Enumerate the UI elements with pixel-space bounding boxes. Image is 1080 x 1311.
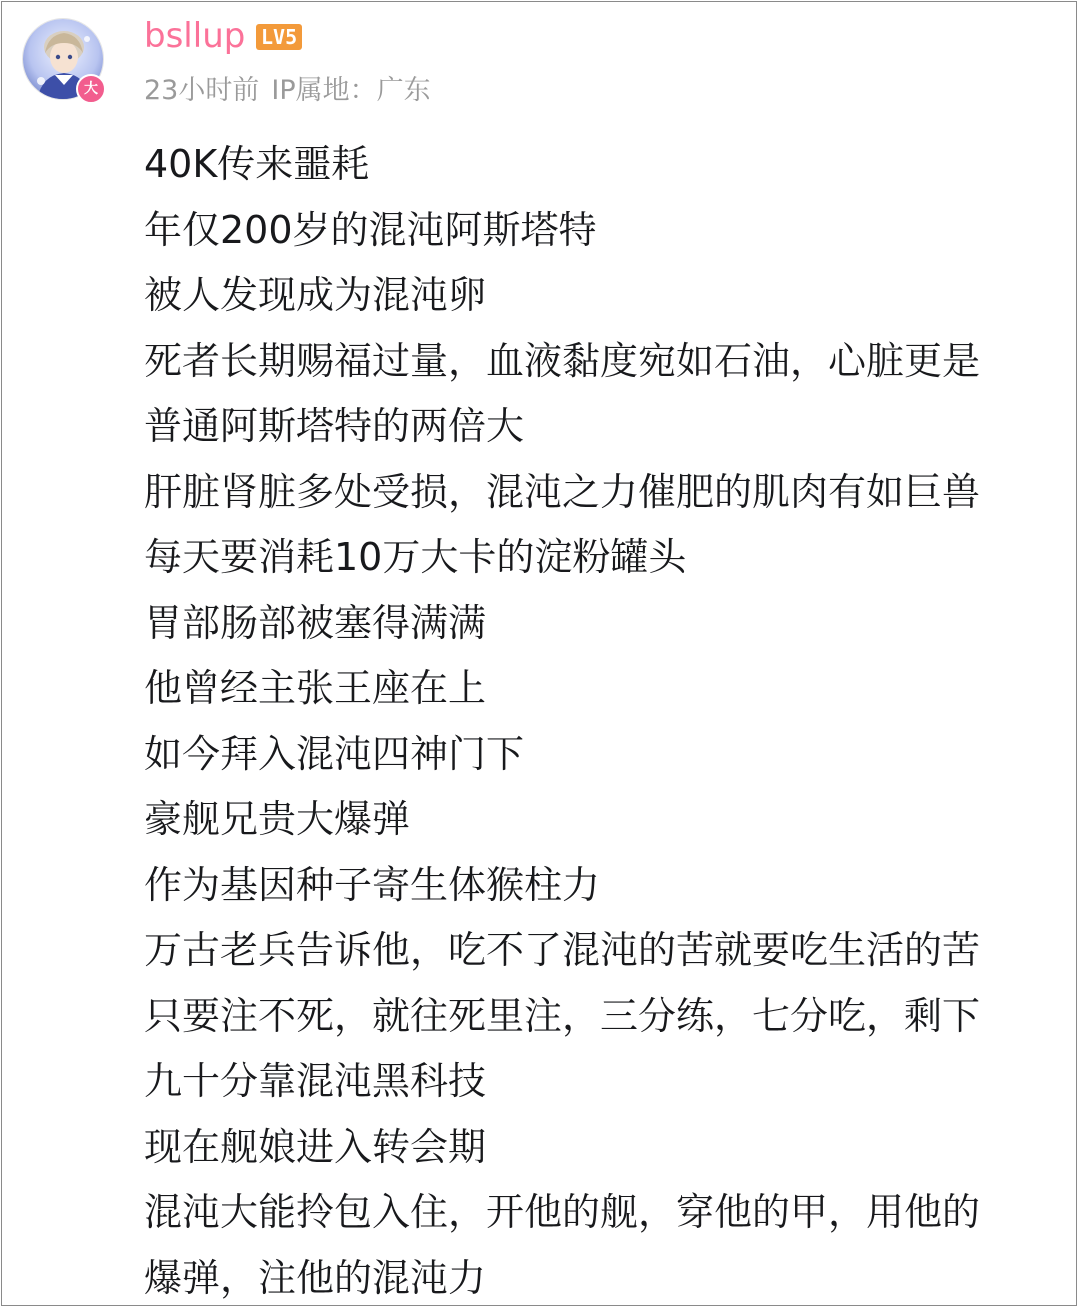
post-time: 23小时前 xyxy=(144,75,259,106)
username[interactable]: bsllup xyxy=(144,14,245,58)
comment-line: 每天要消耗10万大卡的淀粉罐头 xyxy=(144,525,1056,591)
comment-line: 混沌大能拎包入住，开他的舰，穿他的甲，用他的 xyxy=(144,1180,1056,1246)
comment-line: 爆弹，注他的混沌力 xyxy=(144,1246,1056,1311)
comment-line: 年仅200岁的混沌阿斯塔特 xyxy=(144,198,1056,264)
comment-line: 肝脏肾脏多处受损，混沌之力催肥的肌肉有如巨兽 xyxy=(144,460,1056,526)
avatar-container[interactable] xyxy=(22,18,106,102)
comment-line: 胃部肠部被塞得满满 xyxy=(144,591,1056,657)
comment-line: 如今拜入混沌四神门下 xyxy=(144,722,1056,788)
ip-location: IP属地：广东 xyxy=(271,75,430,106)
comment-line: 只要注不死，就往死里注，三分练，七分吃，剩下 xyxy=(144,984,1056,1050)
level-badge: LV5 xyxy=(256,24,302,50)
comment-body xyxy=(144,132,1056,1311)
comment-line: 死者长期赐福过量，血液黏度宛如石油，心脏更是 xyxy=(144,329,1056,395)
comment-line: 万古老兵告诉他，吃不了混沌的苦就要吃生活的苦 xyxy=(144,918,1056,984)
comment-card xyxy=(1,1,1077,1306)
comment-line: 他曾经主张王座在上 xyxy=(144,656,1056,722)
vip-badge: 大 xyxy=(76,74,106,104)
post-meta xyxy=(144,72,431,110)
comment-line: 豪舰兄贵大爆弹 xyxy=(144,787,1056,853)
comment-line: 普通阿斯塔特的两倍大 xyxy=(144,394,1056,460)
comment-line: 40K传来噩耗 xyxy=(144,132,1056,198)
comment-line: 被人发现成为混沌卵 xyxy=(144,263,1056,329)
comment-line: 作为基因种子寄生体猴柱力 xyxy=(144,853,1056,919)
comment-line: 九十分靠混沌黑科技 xyxy=(144,1049,1056,1115)
comment-line: 现在舰娘进入转会期 xyxy=(144,1115,1056,1181)
